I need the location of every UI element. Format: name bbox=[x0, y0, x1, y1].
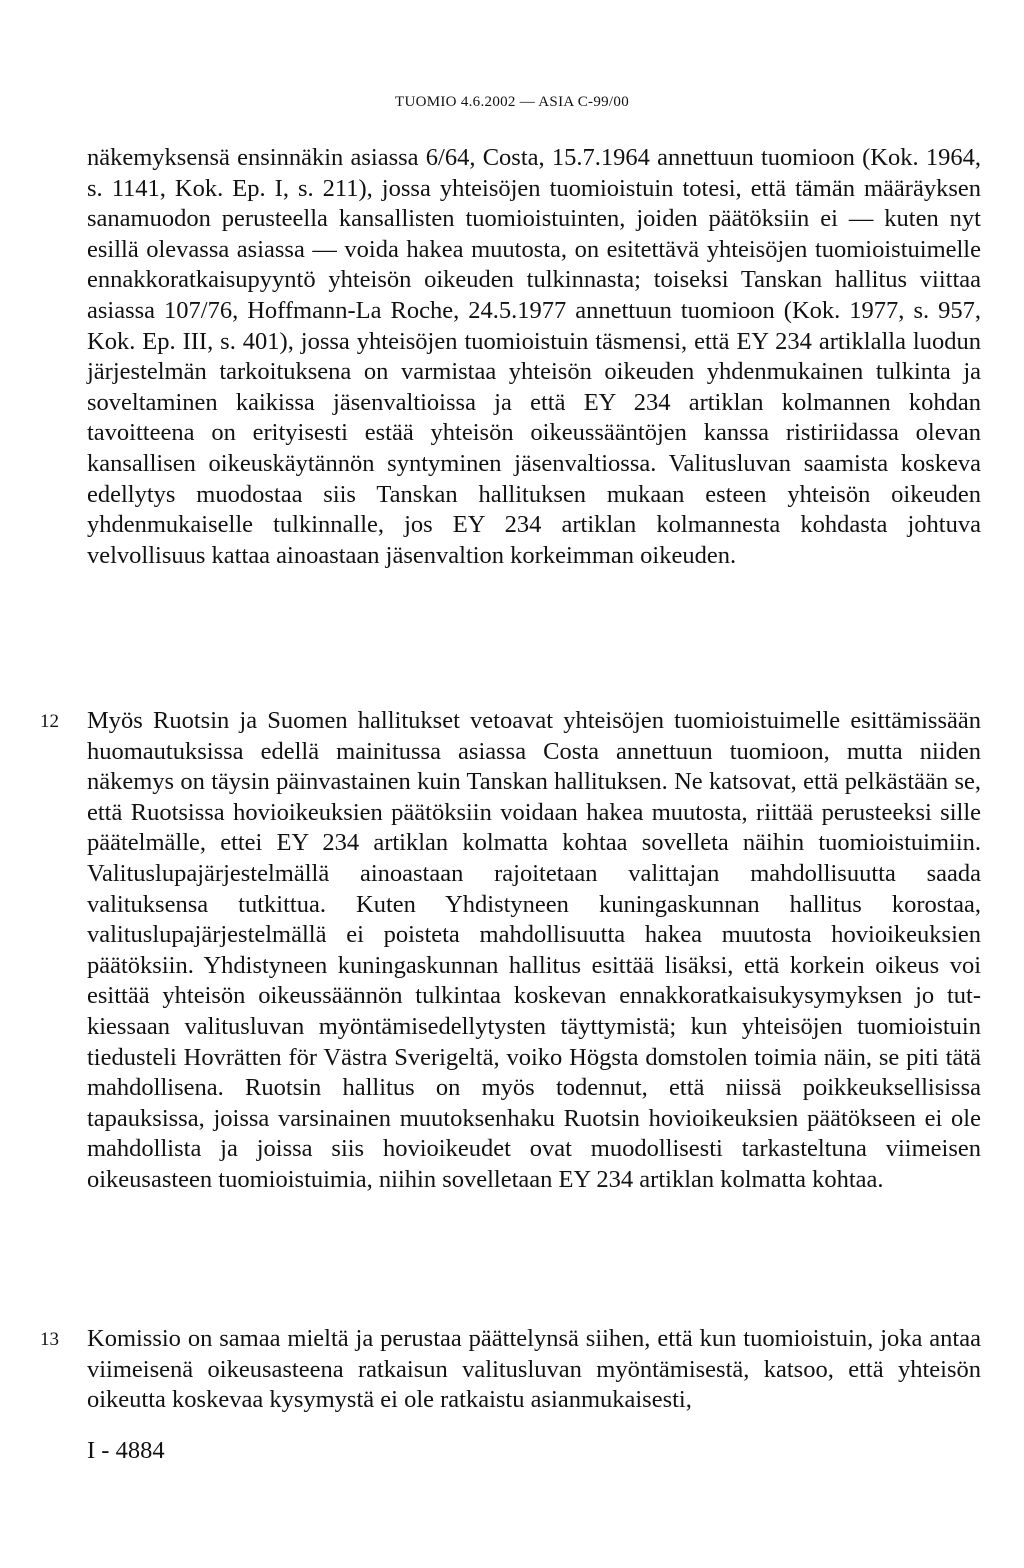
page-number: I - 4884 bbox=[87, 1437, 165, 1464]
running-header: TUOMIO 4.6.2002 — ASIA C-99/00 bbox=[394, 94, 629, 110]
paragraph-13: Komissio on samaa mieltä ja perustaa päättelynsä siihen, että kun tuomioistuin, joka antaa viimeisenä oikeusasteena ratkaisun valitusluvan myöntämisestä, katsoo, että yhteisön oikeutta koskevaa kysymystä ei ole ratkaistu asianmukaisesti, bbox=[87, 1325, 981, 1414]
paragraph-number-12: 12 bbox=[40, 711, 59, 732]
paragraph-12: Myös Ruotsin ja Suomen hallitukset vetoavat yhteisöjen tuomioistuimelle esittämissään huomautuksissa edellä mainitussa asiassa Costa annettuun tuomioon, mutta niiden näkemys on täysin päinvastainen kuin Tanskan hallituksen. Ne katsovat, että pelkästään se, että Ruotsissa hovioikeuksien päätöksiin voidaan hakea muutosta, riittää perusteeksi sille päätelmälle, ettei EY 234 artiklan kolmatta kohtaa sovelleta näihin tuomioistuimiin. Valituslupajärjestelmällä ainoastaan rajoitetaan valittajan mahdollisuutta saada valituksensa tutkittua. Kuten Yhdistyneen kuningaskunnan hallitus korostaa, valituslupajärjestelmällä ei poisteta mahdollisuutta hakea muutosta hovioikeuksien päätöksiin. Yhdistyneen kuningaskunnan hallitus esittää lisäksi, että korkein oikeus voi esittää yhteisön oikeussäännön tulkintaa koskevan ennakkoratkaisukysymyksen jo tutkiessaan valitusluvan myöntämisedellytysten täyttymistä; kun yhteisöjen tuomioistuin tiedusteli Hovrätten för Västra Sverigeltä, voiko Högsta domstolen toimia näin, se piti tätä mahdollisena. Ruotsin hallitus on myös todennut, että niissä poikkeuksellisissa tapauksissa, joissa varsinainen muutoksenhaku Ruotsin hovioikeuksien päätökseen ei ole mahdollista ja joissa siis hovioikeudet ovat muodollisesti tarkasteltuna viimeisen oikeusasteen tuomioistuimia, niihin sovelletaan EY 234 artiklan kolmatta kohtaa. bbox=[87, 707, 981, 1193]
paragraph-11-continued: näkemyksensä ensinnäkin asiassa 6/64, Costa, 15.7.1964 annettuun tuomioon (Kok. 1964, s. 1141, Kok. Ep. I, s. 211), jossa yhteisöjen tuomioistuin totesi, että tämän määräyksen sanamuodon perusteella kansallisten tuomioistuinten, joiden päätöksiin ei — kuten nyt esillä olevassa asiassa — voida hakea muutosta, on esitettävä yhteisöjen tuomioistuimelle ennakkoratkaisupyyntö yhteisön oikeuden tulkinnasta; toiseksi Tanskan hallitus viittaa asiassa 107/76, Hoffmann-La Roche, 24.5.1977 annettuun tuomioon (Kok. 1977, s. 957, Kok. Ep. III, s. 401), jossa yhteisöjen tuomioistuin täsmensi, että EY 234 artiklalla luodun järjestelmän tarkoituksena on varmistaa yhteisön oikeuden yhdenmukainen tulkinta ja soveltaminen kaikissa jäsenvaltioissa ja että EY 234 artiklan kolmannen kohdan tavoitteena on erityisesti estää yhteisön oikeussääntöjen kanssa ristiriidassa olevan kansallisen oikeuskäytännön syntyminen jäsenvaltiossa. Valitusluvan saamista koskeva edellytys muodostaa siis Tanskan hallituksen mukaan esteen yhteisön oikeuden yhdenmukaiselle tulkinnalle, jos EY 234 artiklan kolmannesta kohdasta johtuva velvollisuus kattaa ainoastaan jäsenvaltion korkeimman oikeuden. bbox=[87, 144, 981, 569]
paragraph-number-13: 13 bbox=[40, 1329, 59, 1350]
